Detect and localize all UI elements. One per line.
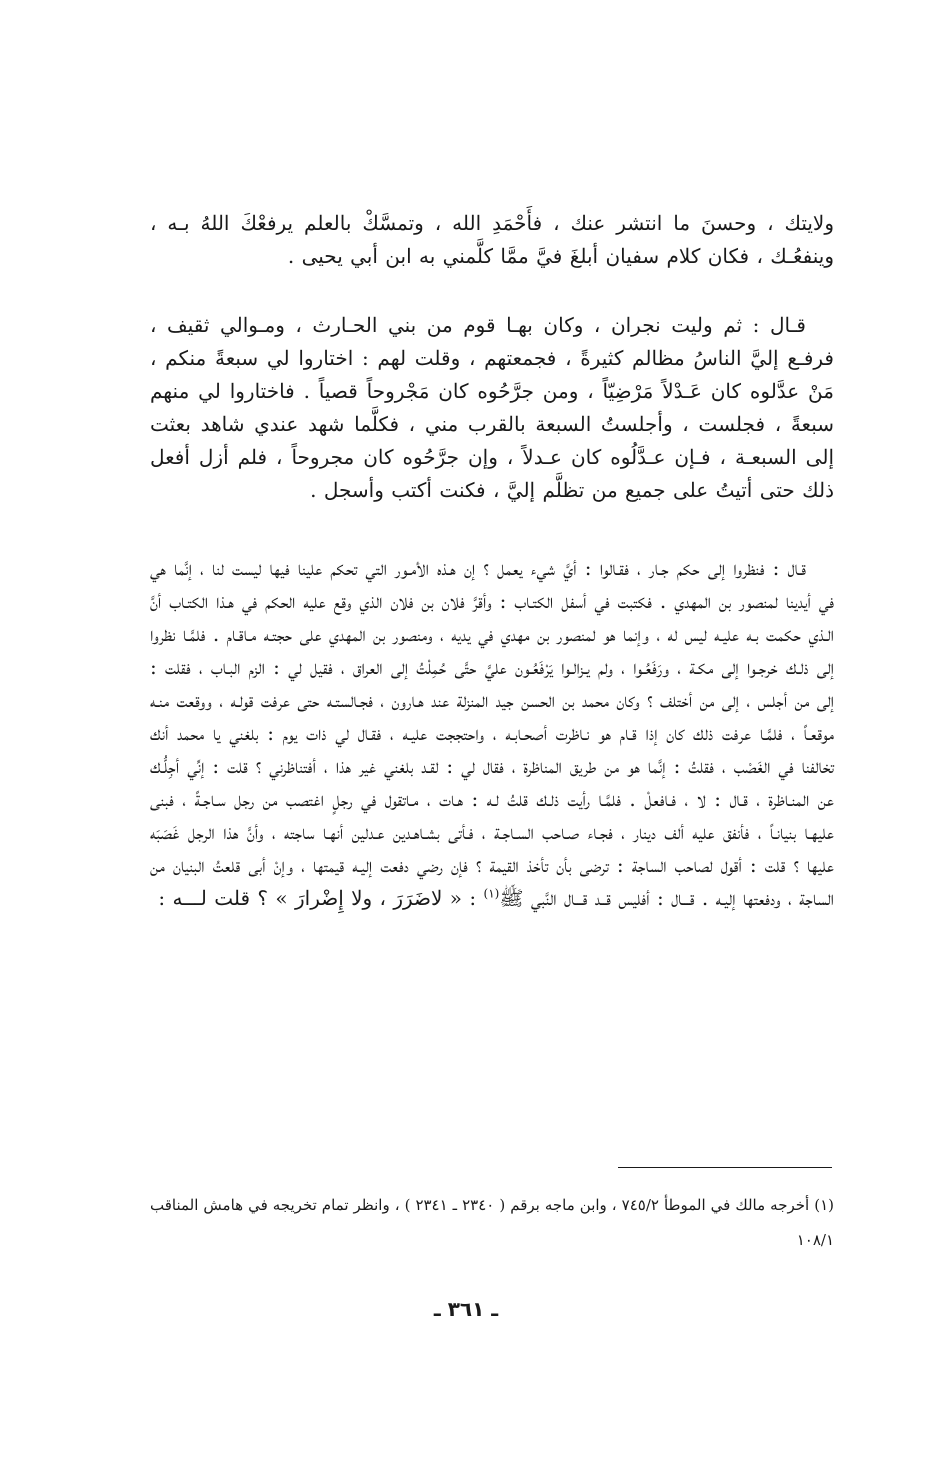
paragraph-2-text: قـال : ثم وليت نجران ، وكان بهـا قوم من بني الحـارث ، ومـوالي ثقيف ، فرفـع إليَّ الناسُ مظالم كثيرةً ، فجمعتهم ، وقلت لهم : اختاروا لي سبعةً منكم ، مَنْ عدَّلوه كان عَـدْلاً مَرْضِيّاً ، ومن جرَّحُوه كان مَجْروحاً قصياً . فاختاروا لي منهم سبعةً ، فجلست ، وأجلستُ السبعة بالقرب مني ، فكلَّما شهد عندي شاهد بعثت إلى السبعـة ، فـإن عـدَّلُوه كان عـدلاً ، وإن جرَّحُوه كان مجروحاً ، فلم أزل أفعل ذلك حتى أتيتُ على جميع من تظلَّم إليَّ ، فكنت أكتب وأسجل . (150, 313, 834, 502)
footnote-divider (618, 1167, 832, 1168)
page-number: ـ ٣٦١ ـ (433, 1297, 499, 1321)
paragraph-2 (150, 309, 834, 507)
footnote-text: (١) أخرجه مالك في الموطأ ٧٤٥/٢ ، وابن ماجه برقم ( ٢٣٤٠ ـ ٢٣٤١ ) ، وانظر تمام تخريجه في هامش المناقب ١٠٨/١ (150, 1196, 834, 1249)
paragraph-3 (150, 552, 834, 915)
paragraph-3-text: قـال : فنظروا إلى حكم جـار ، فقـالوا : أيَّ شيء يعمل ؟ إن هـذه الأمـور التي تحكم علينا فيها ليست لنا ، إنَّما هي في أيدينا لمنصور بن المهدي . فكتبت في أسفل الكتـاب : وأقرَّ فلان بن فلان الذي وقع عليه الحكم في هـذا الكتـاب أنَّ الـذي حكمت بـه عليـه ليس له ، وإنما هو لمنصور بن مهدي في يديه ، ومنصور بن المهدي على حجتـه مـاقـام . فلمَّـا نظروا إلى ذلـك خرجـوا إلى مكـة ، ورَفَعُـوا ، ولم يـزالـوا يَرْفَعُـون عليَّ حتَّى حُمِلْتُ إلى العراق ، فقيل لي : الزم البـاب ، فقلت : إلى من أجلس ، إلى من أختلف ؟ وكان محمد بن الحسن جيد المنزلة عند هـارون ، فجـالستـه حتى عرفت قولـه ، ووقعت منـه موقعـاً ، فلمَّـا عرفت ذلك كان إذا قـام هو نـاظرت أصحـابـه ، واحتججت عليـه ، فقـال لي ذات يوم : بلغني يا محمد أنك تخالفنا في الغَصْب ، فقلتُ : إنَّما هو من طريق المناظرة ، فقال لي : لقـد بلغني غير هذا ، أفتناظرني ؟ قلت : إنِّي أجِلُّـك عن المنـاظرة ، قـال : لا ، فـافعلْ . فلمَّـا رأيت ذلـك قلتُ لـه : هـات ، مـاتقول في رجلٍ اغتصب من رجل سـاجـةً ، فبنى عليهـا بنيانـاً ، فأنفق عليه ألف دينار ، فجـاء صـاحب السـاجـة ، فـأتى بشـاهـدين عـدلين أنهـا ساجته ، وأنَّ هذا الرجل غَصَبَه عليها ؟ قلت : أقول لصاحب الساجة : ترضى بأن تأخذ القيمة ؟ فإن رضي دفعت إليـه قيمتها ، وإنْ أبى قلعتُ البنيان من الساجة ، ودفعتها إليـه . قـــال : أفليس قــد قـــال النَّبي ﷺ (150, 556, 835, 910)
paragraph-3-body (150, 552, 834, 915)
paragraph-3-tail: : « لاضَرَرَ ، ولا إِضْرارَ » ؟ قلت لـــه : (158, 886, 484, 910)
footnote-reference: (١) (483, 886, 500, 901)
paragraph-1 (150, 207, 834, 273)
footnote (150, 1188, 834, 1258)
paragraph-1-text: ولايتك ، وحسنَ ما انتشر عنك ، فأَحْمَدِ الله ، وتمسَّكْ بالعلم يرفعْكَ اللهُ بـه ، وينفعُـك ، فكان كلام سفيان أبلغَ فيَّ ممَّا كلَّمني به ابن أبي يحيى . (150, 211, 835, 268)
